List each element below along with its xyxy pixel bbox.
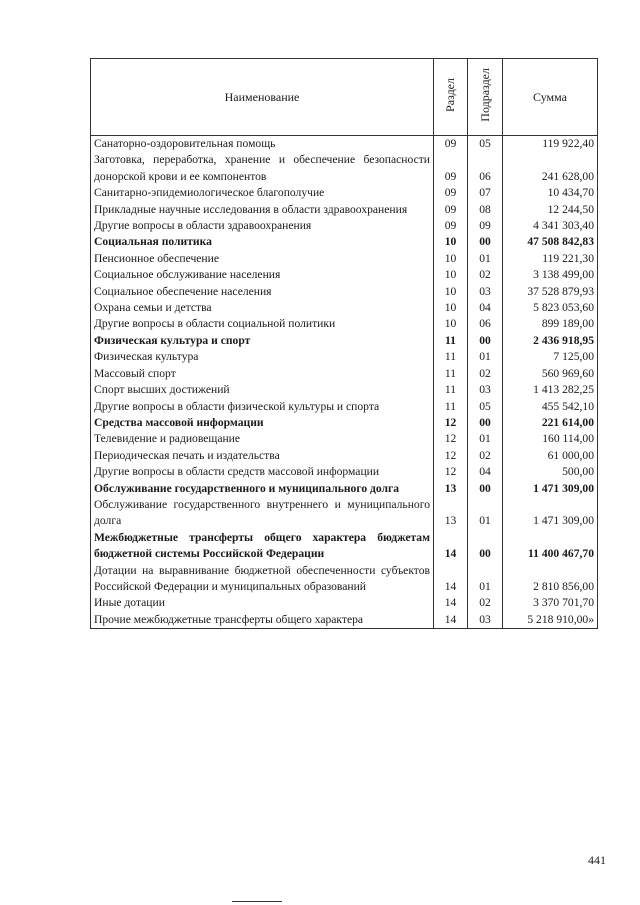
row-sum: 12 244,50 — [503, 202, 598, 218]
row-section: 12 — [434, 464, 468, 480]
row-subsection: 04 — [468, 464, 503, 480]
table-row — [91, 399, 598, 415]
row-subsection: 01 — [468, 497, 503, 530]
row-sum: 119 922,40 — [503, 136, 598, 153]
row-section: 11 — [434, 349, 468, 365]
row-section: 12 — [434, 415, 468, 431]
row-name: Санаторно-оздоровительная помощь — [91, 136, 434, 153]
row-name: Пенсионное обеспечение — [91, 251, 434, 267]
row-subsection: 07 — [468, 185, 503, 201]
row-sum: 500,00 — [503, 464, 598, 480]
row-sum: 47 508 842,83 — [503, 234, 598, 250]
row-section: 12 — [434, 448, 468, 464]
row-subsection: 06 — [468, 316, 503, 332]
table-row — [91, 267, 598, 283]
row-sum: 899 189,00 — [503, 316, 598, 332]
page-number: 441 — [588, 853, 606, 867]
table-row — [91, 481, 598, 497]
table-row — [91, 464, 598, 480]
row-section: 09 — [434, 218, 468, 234]
table-row — [91, 415, 598, 431]
row-sum: 1 471 309,00 — [503, 497, 598, 530]
table-row — [91, 382, 598, 398]
row-subsection: 00 — [468, 234, 503, 250]
row-subsection: 01 — [468, 349, 503, 365]
table-row — [91, 349, 598, 365]
row-subsection: 01 — [468, 563, 503, 596]
row-section: 10 — [434, 316, 468, 332]
row-name: Периодическая печать и издательства — [91, 448, 434, 464]
row-section: 11 — [434, 333, 468, 349]
row-name: Санитарно-эпидемиологическое благополучие — [91, 185, 434, 201]
table-row — [91, 316, 598, 332]
budget-table — [90, 58, 598, 629]
row-name: Обслуживание государственного внутреннего и муниципального долга — [91, 497, 434, 530]
row-section: 11 — [434, 399, 468, 415]
table-row — [91, 136, 598, 153]
row-name: Охрана семьи и детства — [91, 300, 434, 316]
row-sum: 560 969,60 — [503, 366, 598, 382]
table-body — [91, 136, 598, 629]
row-section: 10 — [434, 300, 468, 316]
row-subsection: 00 — [468, 415, 503, 431]
row-name: Телевидение и радиовещание — [91, 431, 434, 447]
row-sum: 10 434,70 — [503, 185, 598, 201]
row-section: 10 — [434, 267, 468, 283]
row-section: 09 — [434, 202, 468, 218]
row-subsection: 00 — [468, 530, 503, 563]
row-name: Средства массовой информации — [91, 415, 434, 431]
row-section: 14 — [434, 612, 468, 629]
row-section: 09 — [434, 185, 468, 201]
row-name: Спорт высших достижений — [91, 382, 434, 398]
footer-rule — [232, 901, 282, 902]
table-row — [91, 185, 598, 201]
row-subsection: 06 — [468, 152, 503, 185]
row-name: Иные дотации — [91, 595, 434, 611]
row-name: Другие вопросы в области средств массовой информации — [91, 464, 434, 480]
row-subsection: 00 — [468, 481, 503, 497]
row-sum: 5 218 910,00» — [503, 612, 598, 629]
row-sum: 5 823 053,60 — [503, 300, 598, 316]
row-name: Социальное обеспечение населения — [91, 284, 434, 300]
row-sum: 221 614,00 — [503, 415, 598, 431]
row-subsection: 02 — [468, 448, 503, 464]
table-row — [91, 202, 598, 218]
table-row — [91, 612, 598, 629]
row-subsection: 00 — [468, 333, 503, 349]
row-subsection: 09 — [468, 218, 503, 234]
table-row — [91, 234, 598, 250]
row-section: 14 — [434, 563, 468, 596]
row-sum: 241 628,00 — [503, 152, 598, 185]
table-row — [91, 431, 598, 447]
row-sum: 3 370 701,70 — [503, 595, 598, 611]
row-subsection: 03 — [468, 284, 503, 300]
row-sum: 455 542,10 — [503, 399, 598, 415]
row-name: Прикладные научные исследования в области здравоохранения — [91, 202, 434, 218]
row-sum: 1 413 282,25 — [503, 382, 598, 398]
row-section: 09 — [434, 152, 468, 185]
row-name: Другие вопросы в области физической культуры и спорта — [91, 399, 434, 415]
row-section: 10 — [434, 234, 468, 250]
table-row — [91, 333, 598, 349]
header-subsection: Подраздел — [468, 59, 503, 136]
row-subsection: 03 — [468, 612, 503, 629]
row-sum: 61 000,00 — [503, 448, 598, 464]
table-row — [91, 448, 598, 464]
row-sum: 3 138 499,00 — [503, 267, 598, 283]
row-name: Массовый спорт — [91, 366, 434, 382]
table-row — [91, 366, 598, 382]
table-header-row — [91, 59, 598, 136]
header-name: Наименование — [91, 59, 434, 136]
row-section: 11 — [434, 366, 468, 382]
row-name: Социальная политика — [91, 234, 434, 250]
row-section: 14 — [434, 530, 468, 563]
row-subsection: 01 — [468, 251, 503, 267]
row-name: Физическая культура — [91, 349, 434, 365]
row-name: Физическая культура и спорт — [91, 333, 434, 349]
row-sum: 119 221,30 — [503, 251, 598, 267]
row-sum: 160 114,00 — [503, 431, 598, 447]
table-row — [91, 218, 598, 234]
row-subsection: 01 — [468, 431, 503, 447]
table-row — [91, 497, 598, 530]
row-section: 13 — [434, 497, 468, 530]
row-name: Межбюджетные трансферты общего характера бюджетам бюджетной системы Российской Федерации — [91, 530, 434, 563]
table-row — [91, 152, 598, 185]
header-section: Раздел — [434, 59, 468, 136]
row-section: 09 — [434, 136, 468, 153]
row-name: Прочие межбюджетные трансферты общего характера — [91, 612, 434, 629]
row-subsection: 02 — [468, 267, 503, 283]
row-section: 11 — [434, 382, 468, 398]
row-name: Другие вопросы в области здравоохранения — [91, 218, 434, 234]
row-name: Дотации на выравнивание бюджетной обеспеченности субъектов Российской Федерации и муниципальных образований — [91, 563, 434, 596]
row-sum: 11 400 467,70 — [503, 530, 598, 563]
row-name: Заготовка, переработка, хранение и обеспечение безопасности донорской крови и ее компонентов — [91, 152, 434, 185]
row-subsection: 08 — [468, 202, 503, 218]
row-subsection: 04 — [468, 300, 503, 316]
row-sum: 37 528 879,93 — [503, 284, 598, 300]
row-subsection: 02 — [468, 366, 503, 382]
table-row — [91, 300, 598, 316]
table-row — [91, 251, 598, 267]
row-name: Социальное обслуживание населения — [91, 267, 434, 283]
row-sum: 2 810 856,00 — [503, 563, 598, 596]
row-section: 13 — [434, 481, 468, 497]
row-section: 14 — [434, 595, 468, 611]
row-sum: 1 471 309,00 — [503, 481, 598, 497]
row-name: Обслуживание государственного и муниципального долга — [91, 481, 434, 497]
table-row — [91, 284, 598, 300]
row-subsection: 03 — [468, 382, 503, 398]
row-sum: 7 125,00 — [503, 349, 598, 365]
row-subsection: 02 — [468, 595, 503, 611]
row-subsection: 05 — [468, 399, 503, 415]
row-name: Другие вопросы в области социальной политики — [91, 316, 434, 332]
table-row — [91, 563, 598, 596]
table-row — [91, 530, 598, 563]
row-section: 12 — [434, 431, 468, 447]
row-section: 10 — [434, 251, 468, 267]
row-subsection: 05 — [468, 136, 503, 153]
header-sum: Сумма — [503, 59, 598, 136]
row-sum: 2 436 918,95 — [503, 333, 598, 349]
row-sum: 4 341 303,40 — [503, 218, 598, 234]
row-section: 10 — [434, 284, 468, 300]
budget-table-container — [90, 58, 598, 629]
table-row — [91, 595, 598, 611]
